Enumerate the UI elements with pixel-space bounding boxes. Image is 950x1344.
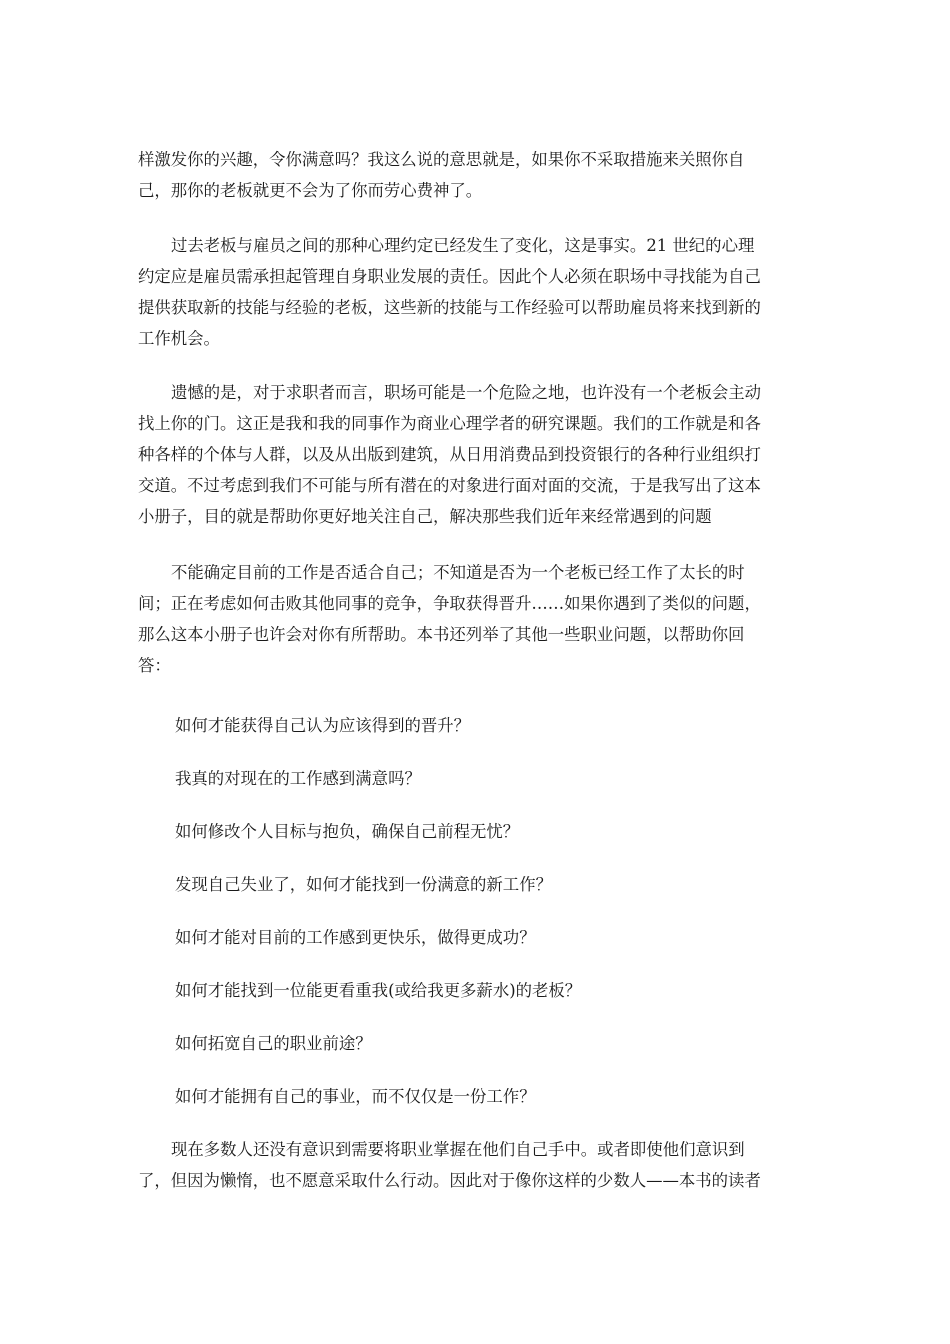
text-line: 那么这本小册子也许会对你有所帮助。本书还列举了其他一些职业问题，以帮助你回 (138, 625, 745, 644)
text-line: 现在多数人还没有意识到需要将职业掌握在他们自己手中。或者即使他们意识到 (171, 1140, 745, 1159)
paragraph-continuation (138, 144, 810, 206)
text-line: 样激发你的兴趣，令你满意吗？我这么说的意思就是，如果你不采取措施来关照你自 (138, 150, 745, 169)
text-line: 提供获取新的技能与经验的老板，这些新的技能与工作经验可以帮助雇员将来找到新的 (138, 298, 761, 317)
question-item: 我真的对现在的工作感到满意吗？ (175, 769, 421, 788)
question-item: 如何拓宽自己的职业前途？ (175, 1034, 372, 1053)
question-item: 如何才能获得自己认为应该得到的晋升？ (175, 716, 471, 735)
paragraph-uncertain (138, 557, 810, 681)
text-line: 约定应是雇员需承担起管理自身职业发展的责任。因此个人必须在职场中寻找能为自己 (138, 267, 761, 286)
text-line: 不能确定目前的工作是否适合自己；不知道是否为一个老板已经工作了太长的时 (171, 563, 745, 582)
question-item: 发现自己失业了，如何才能找到一份满意的新工作？ (175, 875, 552, 894)
paragraph-closing (138, 1134, 810, 1196)
paragraph-workplace-danger (138, 377, 810, 532)
question-item: 如何才能拥有自己的事业，而不仅仅是一份工作？ (175, 1087, 536, 1106)
text-line: 了，但因为懒惰，也不愿意采取什么行动。因此对于像你这样的少数人——本书的读者 (138, 1171, 761, 1190)
text-line: 遗憾的是，对于求职者而言，职场可能是一个危险之地，也许没有一个老板会主动 (171, 383, 762, 402)
text-line: 答： (138, 656, 171, 675)
question-item: 如何才能对目前的工作感到更快乐，做得更成功？ (175, 928, 536, 947)
question-item: 如何才能找到一位能更看重我(或给我更多薪水)的老板？ (175, 981, 582, 1000)
text-line: 间；正在考虑如何击败其他同事的竞争，争取获得晋升……如果你遇到了类似的问题， (138, 594, 761, 613)
text-line: 交道。不过考虑到我们不可能与所有潜在的对象进行面对面的交流，于是我写出了这本 (138, 476, 761, 495)
text-line: 找上你的门。这正是我和我的同事作为商业心理学者的研究课题。我们的工作就是和各 (138, 414, 761, 433)
text-line: 种各样的个体与人群，以及从出版到建筑，从日用消费品到投资银行的各种行业组织打 (138, 445, 761, 464)
text-line: 过去老板与雇员之间的那种心理约定已经发生了变化，这是事实。21 世纪的心理 (171, 236, 755, 255)
text-line: 己，那你的老板就更不会为了你而劳心费神了。 (138, 181, 483, 200)
question-item: 如何修改个人目标与抱负，确保自己前程无忧？ (175, 822, 520, 841)
text-line: 工作机会。 (138, 329, 220, 348)
text-line: 小册子，目的就是帮助你更好地关注自己，解决那些我们近年来经常遇到的问题 (138, 507, 712, 526)
paragraph-psychological-contract (138, 230, 810, 354)
